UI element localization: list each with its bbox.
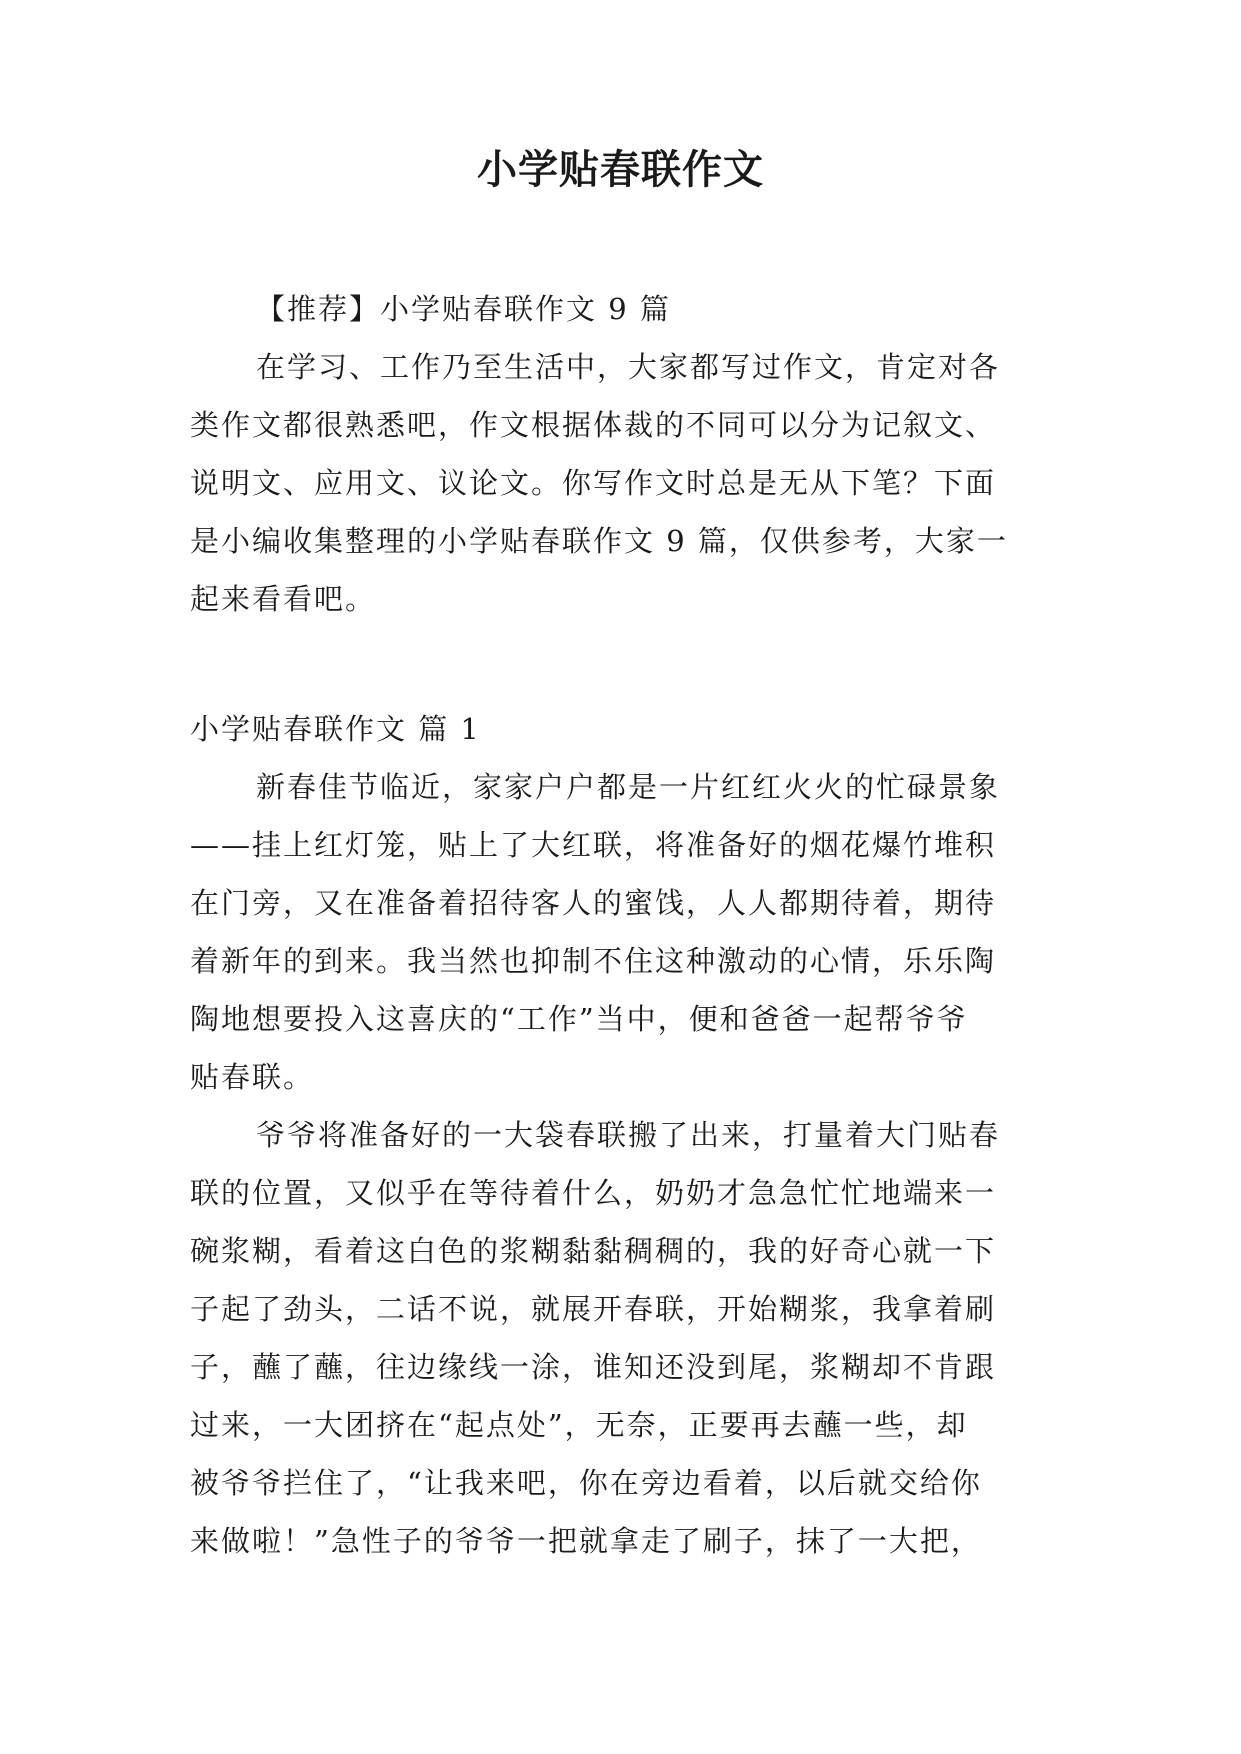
text-line: 是小编收集整理的小学贴春联作文 9 篇，仅供参考，大家一 (190, 524, 1008, 558)
text-line: 陶地想要投入这喜庆的“工作”当中，便和爸爸一起帮爷爷 (190, 1002, 968, 1036)
text-line: 说明文、应用文、议论文。你写作文时总是无从下笔？下面 (190, 466, 997, 500)
text-line: 着新年的到来。我当然也抑制不住这种激动的心情，乐乐陶 (190, 944, 997, 978)
section-gap (190, 628, 1050, 700)
text-line: 子起了劲头，二话不说，就展开春联，开始糊浆，我拿着刷 (190, 1292, 997, 1326)
text-line: 过来，一大团挤在“起点处”，无奈，正要再去蘸一些，却 (190, 1408, 968, 1442)
section-heading: 小学贴春联作文 篇 1 (190, 712, 481, 746)
text-line: 来做啦！”急性子的爷爷一把就拿走了刷子，抹了一大把， (190, 1524, 982, 1558)
text-line: 联的位置，又似乎在等待着什么，奶奶才急急忙忙地端来一 (190, 1176, 997, 1210)
text-line: 在门旁，又在准备着招待客人的蜜饯，人人都期待着，期待 (190, 886, 997, 920)
text-line: 起来看看吧。 (190, 582, 377, 616)
document-title: 小学贴春联作文 (477, 146, 764, 193)
text-line: 类作文都很熟悉吧，作文根据体裁的不同可以分为记叙文、 (190, 408, 997, 442)
paragraph-2 (190, 1106, 1050, 1570)
text-line: ——挂上红灯笼，贴上了大红联，将准备好的烟花爆竹堆积 (190, 828, 997, 862)
text-line: 新春佳节临近，家家户户都是一片红红火火的忙碌景象 (256, 770, 1001, 804)
paragraph-1 (190, 758, 1050, 1106)
text-line: 在学习、工作乃至生活中，大家都写过作文，肯定对各 (256, 350, 1001, 384)
recommend-line: 【推荐】小学贴春联作文 9 篇 (256, 292, 671, 326)
text-line: 被爷爷拦住了，“让我来吧，你在旁边看着，以后就交给你 (190, 1466, 982, 1500)
text-line: 贴春联。 (190, 1060, 315, 1094)
text-line: 爷爷将准备好的一大袋春联搬了出来，打量着大门贴春 (256, 1118, 1001, 1152)
text-line: 子，蘸了蘸，往边缘线一涂，谁知还没到尾，浆糊却不肯跟 (190, 1350, 997, 1384)
text-line: 碗浆糊，看着这白色的浆糊黏黏稠稠的，我的好奇心就一下 (190, 1234, 997, 1268)
document-body (190, 280, 1050, 1570)
intro-paragraph (190, 338, 1050, 628)
